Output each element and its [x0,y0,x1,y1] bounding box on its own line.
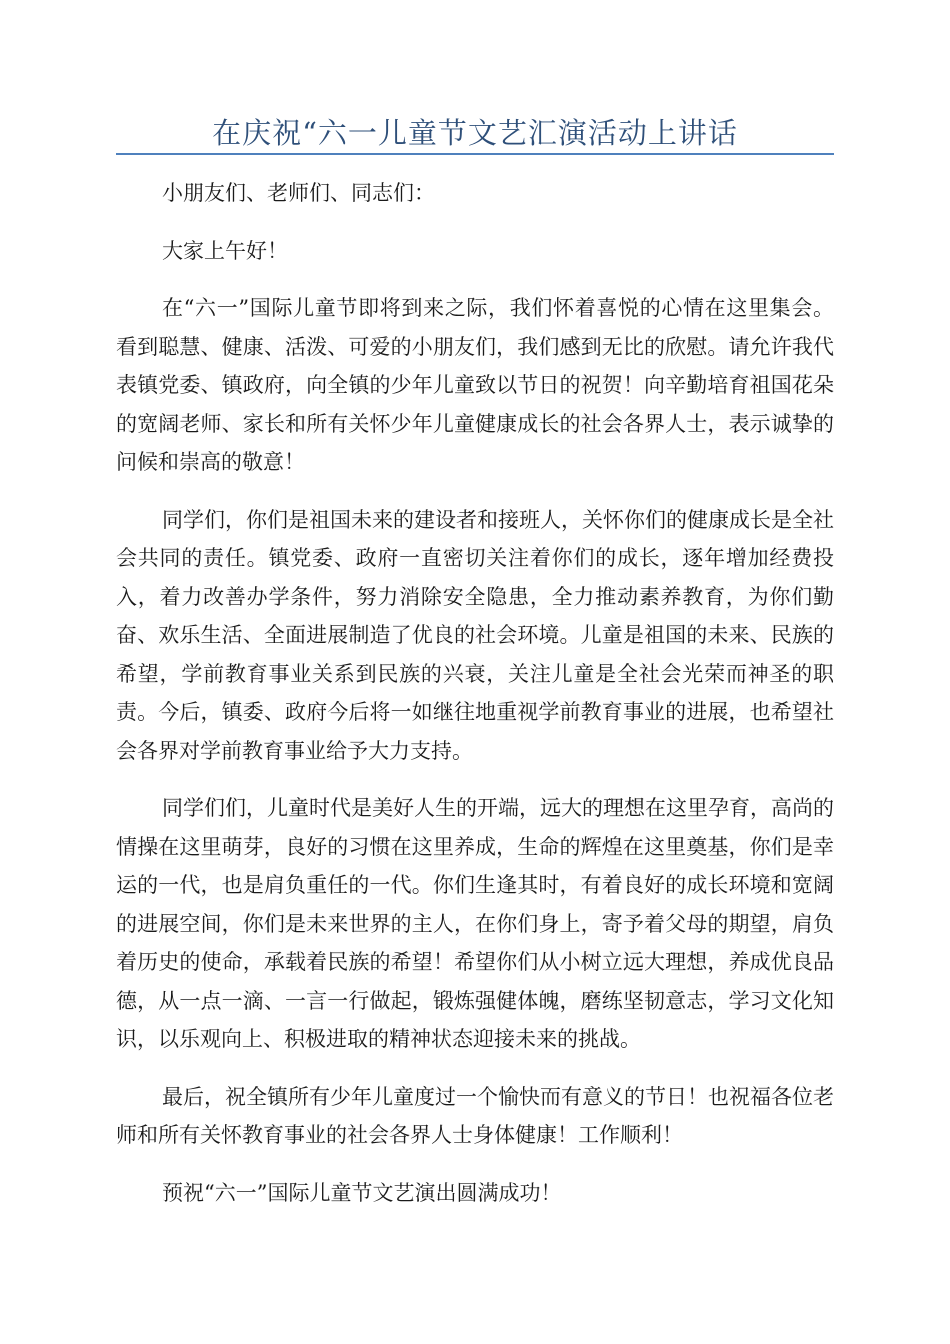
body-paragraph: 在“六一”国际儿童节即将到来之际，我们怀着喜悦的心情在这里集会。看到聪慧、健康、活泼、可爱的小朋友们，我们感到无比的欣慰。请允许我代表镇党委、镇政府，向全镇的少年儿童致以节日的祝贺！向辛勤培育祖国花朵的宽阔老师、家长和所有关怀少年儿童健康成长的社会各界人士，表示诚挚的问候和崇高的敬意！ [116,296,834,474]
body-paragraph: 同学们，你们是祖国未来的建设者和接班人，关怀你们的健康成长是全社会共同的责任。镇党委、政府一直密切关注着你们的成长，逐年增加经费投入，着力改善办学条件，努力消除安全隐患，全力推动素养教育，为你们勤奋、欢乐生活、全面进展制造了优良的社会环境。儿童是祖国的未来、民族的希望，学前教育事业关系到民族的兴衰，关注儿童是全社会光荣而神圣的职责。今后，镇委、政府今后将一如继往地重视学前教育事业的进展，也希望社会各界对学前教育事业给予大力支持。 [116,507,834,763]
document-title: 在庆祝“六一儿童节文艺汇演活动上讲话 [212,116,738,150]
salutation-paragraph: 小朋友们、老师们、同志们： [162,181,435,205]
final-wish-paragraph: 预祝“六一”国际儿童节文艺演出圆满成功！ [162,1180,562,1205]
greeting-paragraph: 大家上午好！ [162,238,288,263]
closing-paragraph: 最后，祝全镇所有少年儿童度过一个愉快而有意义的节日！也祝福各位老师和所有关怀教育事业的社会各界人士身体健康！工作顺利！ [116,1084,834,1147]
body-paragraph: 同学们们，儿童时代是美好人生的开端，远大的理想在这里孕育，高尚的情操在这里萌芽，良好的习惯在这里养成，生命的辉煌在这里奠基，你们是幸运的一代，也是肩负重任的一代。你们生逢其时，有着良好的成长环境和宽阔的进展空间，你们是未来世界的主人，在你们身上，寄予着父母的期望，肩负着历史的使命，承载着民族的希望！希望你们从小树立远大理想，养成优良品德，从一点一滴、一言一行做起，锻炼强健体魄，磨练坚韧意志，学习文化知识，以乐观向上、积极进取的精神状态迎接未来的挑战。 [116,796,834,1051]
document-body [116,174,834,1231]
title-underline [116,153,834,155]
